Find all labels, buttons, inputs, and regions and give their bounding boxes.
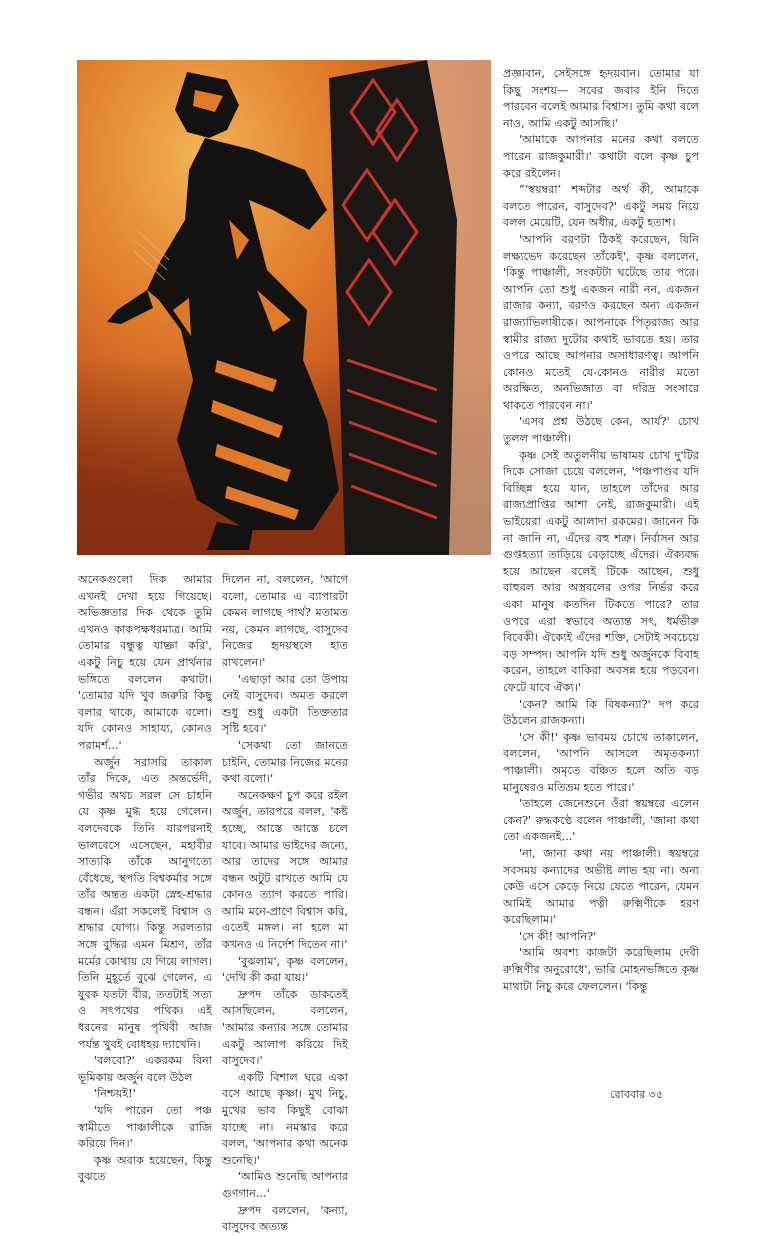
paragraph: 'সে কী!' কৃষ্ণ ভাবময় চোখে তাকালেন, বললেন, 'আপনি আসলে অমৃতকন্যা পাঞ্চালী। অমৃতে বঞ্চিত হলে অতি বড় মানুষেরও মতিভ্রম হতে পারে।'	[503, 730, 699, 794]
paragraph: অনেকগুলো দিক আমার এখনই দেখা হয়ে গিয়েছে। অভিজ্ঞতার দিক থেকে তুমি এখনও কাকপক্ষধরমাত্র। আমি তোমার বন্ধুত্ব যাচ্ঞা করি', একটু নিচু হয়ে যেন প্রার্থনার ভঙ্গিতে বললেন কথাটা। 'তোমার যদি খুব জরুরি কিছু বলার থাকে, আমাকে বলো। যদি কোনও সাহায্য, কোনও পরামর্শ...'	[78, 573, 212, 752]
paragraph: কৃষ্ণ সেই অতুলনীয় ভাষাময় চোখ দু'টির দিকে সোজা চেয়ে বললেন, 'পঞ্চপাণ্ডব যদি বিচ্ছিন্ন হয়ে যান, তাহলে তাঁদের আর রাজ্যপ্রাপ্তির আশা নেই, রাজকুমারী। এই ভাইয়েরা একটু আলাদা রকমের। জানেন কি না জানি না, এঁদের বহু শত্রু। নির্বাসন আর গুপ্তহত্যা তাড়িয়ে বেড়াচ্ছে এঁদের। ঐক্যবদ্ধ হয়ে আছেন বলেই টিকে আছেন, শুধু বাহুবল আর অস্ত্রবলের ওপর নির্ভর করে একা মানুষ কতদিন টিকতে পারে? তার ওপরে এরা স্বভাবে অত্যন্ত সৎ, ধর্মভীরু বিবেকী। ঐক্যেই এঁদের শক্তি, সেটাই সবচেয়ে বড় সম্পদ। আপনি যদি শুধু অর্জুনকে বিবাহ করেন, তাহলে বাকিরা অবসন্ন হয়ে পড়বেন। ফেটে যাবে ঐক্য।'	[503, 448, 699, 694]
paragraph: দ্রুপদ তাঁকে ডাকতেই আসছিলেন, বললেন, 'আমার কন্যার সঙ্গে তোমার একটু আলাপ করিয়ে দিই বাসুদেব।'	[222, 987, 348, 1068]
paragraph: 'কেন? আমি কি বিষকন্যা?' দপ করে উঠলেন রাজকন্যা।	[503, 697, 699, 728]
paragraph: 'আমাকে আপনার মনের কথা বলতে পারেন রাজকুমারী।' কথাটা বলে কৃষ্ণ চুপ করে রইলেন।	[503, 133, 699, 180]
paragraph: 'নিশ্চয়ই!'	[94, 1087, 136, 1101]
paragraph: 'না, জানা কথা নয় পাঞ্চালী। স্বয়ম্বরে সবসময় কন্যাদের অভীষ্ট লাভ হয় না। অন্য কেউ এসে কেড়ে নিয়ে যেতে পারেন, যেমন আমিই আমার পত্নী রুক্মিণীকে হরণ করেছিলাম।'	[503, 846, 699, 927]
paragraph: 'সেকথা তো জানতে চাইনি, তোমার নিজের মনের কথা বলো।'	[222, 738, 348, 786]
paragraph: দিলেন না, বললেন, 'আগে বলো, তোমার এ ব্যাপারটা কেমন লাগছে পার্থ? মতামত নয়, কেমন লাগছে, বাসুদেব নিজের হৃদয়স্থলে হাত রাখলেন।'	[222, 573, 348, 669]
illustration-image	[77, 60, 491, 555]
text-column-1	[78, 572, 212, 1184]
paragraph: 'বুঝলাম', কৃষ্ণ বললেন, 'দেখি কী করা যায়।'	[222, 954, 348, 985]
paragraph: প্রজ্ঞাবান, সেইসঙ্গে হৃদয়বান। তোমার যা কিছু সংশয়— সবের জবাব ইনি দিতে পারবেন বলেই আমার বিশ্বাস। তুমি কথা বলে নাও, আমি একটু আসছি।'	[503, 67, 699, 130]
paragraph: 'আমি অবশ্য কাজটা করেছিলাম দেবী রুক্মিণীর অনুরোধে', ভারি মোহনভঙ্গিতে কৃষ্ণ মাথাটা নিচু করে ফেললেন। 'কিন্তু	[503, 946, 699, 993]
paragraph: 'এসব প্রশ্ন উঠছে কেন, আর্য?' চোখ তুলল পাঞ্চালী।	[503, 415, 699, 446]
paragraph: 'যদি পারেন তো পঞ্চ স্বামীতে পাঞ্চালীকে রাজি করিয়ে দিন।'	[78, 1104, 212, 1151]
paragraph: “‘স্বয়ম্বরা’ শব্দটার অর্থ কী, আমাকে বলতে পারেন, বাসুদেব?' একটু সময় নিয়ে বলল মেয়েটি, যেন অধীর, একটু হতাশ।	[503, 183, 699, 230]
paragraph: 'বলবো?' একরকম বিনা ভূমিকায় অর্জুন বলে উঠল	[78, 1054, 212, 1084]
paragraph: 'আপনি বরণটা ঠিকই করেছেন, যিনি লক্ষ্যভেদ করেছেন তাঁকেই', কৃষ্ণ বললেন, 'কিন্তু পাঞ্চালী, সংকটটা ঘটেছে তার পরে। আপনি তো শুধু একজন নারী নন, একজন রাজার কন্যা, বরণও করছেন অন্য একজন রাজ্যাভিলাষীকে। আপনাকে পিতৃরাজ্য আর স্বামীর রাজ্য দুটোর কথাই ভাবতে হয়। তার ওপরে আছে আপনার অসাধারণত্ব। আপনি কোনও মতেই যে-কোনও নারীর মতো অরক্ষিত, অনভিজাত বা দরিদ্র সংসারে থাকতে পারবেন না।'	[503, 232, 699, 412]
paragraph: 'সে কী! আপনি?'	[519, 929, 597, 943]
paragraph: দ্রুপদ বললেন, 'কন্যা, বাসুদেব অত্যন্ত	[222, 1203, 348, 1234]
text-column-3	[503, 66, 699, 1026]
paragraph: অনেকক্ষণ চুপ করে রইল অর্জুন, তারপরে বলল, 'কষ্ট হচ্ছে, আস্তে আস্তে চলে যাবে। আমার ভাইদের জন্যে, আর তাদের সঙ্গে আমার বন্ধন অটুট রাখতে আমি যে কোনও ত্যাগ করতে পারি। আমি মনে-প্রাণে বিশ্বাস করি, এতেই মঙ্গল। না হলে মা কখনও এ নির্দেশ দিতেন না।'	[222, 788, 348, 952]
illustration-artwork	[77, 60, 491, 555]
paragraph: 'এছাড়া আর তো উপায় নেই বাসুদেব। অমত করলে শুধু শুধু একটা তিক্ততার সৃষ্টি হবে।'	[222, 672, 348, 736]
paragraph: 'আমিও শুনেছি আপনার গুণগান...'	[222, 1170, 348, 1200]
paragraph: 'তাহলে জেনেশুনে ওঁরা স্বয়ম্বরে এলেন কেন?' রুদ্ধকণ্ঠে বলেন পাঞ্চালী, 'জানা কথা তো একজনই...'	[503, 797, 699, 844]
paragraph: একটি বিশাল ঘরে একা বসে আছে কৃষ্ণা। মুখ নিচু, মুখের ভাব কিছুই বোঝা যাচ্ছে না। নমস্কার করে বলল, 'আপনার কথা অনেক শুনেছি।'	[222, 1070, 348, 1167]
page-folio: রোববার ৩৫	[610, 1088, 663, 1101]
paragraph: অর্জুন সরাসরি তাকাল তাঁর দিকে, এত অন্তর্ভেদী, গভীর অথচ সরল সে চাহনি যে কৃষ্ণ মুগ্ধ হয়ে গেলেন। বলদেবকে তিনি যারপরনাই ভালবেসে এসেছেন, মহাবীর সাত্যকি তাঁকে আনুগত্যে বেঁধেছে, স্থপতি বিশ্বকর্মার সঙ্গে তাঁর অন্তত একটা স্নেহ-শ্রদ্ধার বন্ধন। এঁরা সকলেই বিশ্বাস ও শ্রদ্ধার যোগ্য। কিন্তু সরলতার সঙ্গে বুদ্ধির এমন মিশ্রণ, তাঁর মর্মের কোথায় যে গিয়ে লাগল। তিনি মুহূর্তে বুঝে গেলেন, এ যুবক যতটা বীর, ততটাই সত্য ও সৎপথের পথিক। এই ধরনের মানুষ পৃথিবী আজ পর্যন্ত খুবই বোধহয় দ্যাখেনি।	[78, 755, 212, 1051]
paragraph: কৃষ্ণ অবাক হয়েছেন, কিন্তু বুঝতে	[78, 1153, 212, 1184]
text-column-2	[222, 572, 348, 1234]
